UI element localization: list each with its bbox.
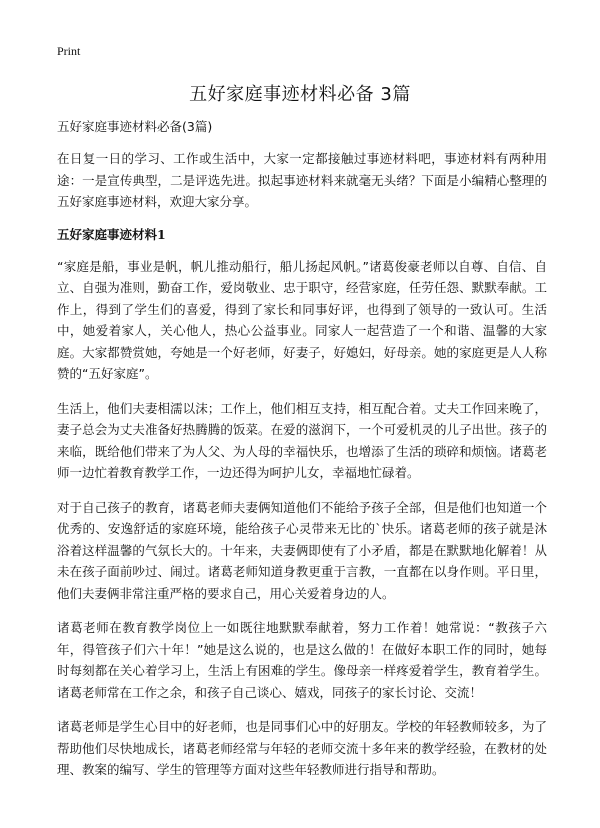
- body-paragraph-4: 诸葛老师在教育教学岗位上一如既往地默默奉献着，努力工作着！她常说：“教孩子六年，得管孩子们六十年！”她是这么说的，也是这么做的！在做好本职工作的同时，她每时每刻都在关心着学习上，生活上有困难的学生。像母亲一样疼爱着学生，教育着学生。诸葛老师常在工作之余，和孩子自己谈心、嬉戏，同孩子的家长讨论、交流！: [57, 620, 547, 700]
- page-title: 五好家庭事迹材料必备 3篇: [189, 84, 411, 105]
- section-heading: 五好家庭事迹材料1: [57, 226, 166, 242]
- body-paragraph-2: 生活上，他们夫妻相濡以沫；工作上，他们相互支持，相互配合着。丈夫工作回来晚了，妻子总会为丈夫准备好热腾腾的饭菜。在爱的滋润下，一个可爱机灵的儿子出世。孩子的来临，既给他们带来了为人父、为人母的幸福快乐，也增添了生活的琐碎和烦恼。诸葛老师一边忙着教育教学工作，一边还得为呵护儿女，幸福地忙碌着。: [57, 400, 547, 480]
- body-paragraph-5: 诸葛老师是学生心目中的好老师，也是同事们心中的好朋友。学校的年轻教师较多，为了帮助他们尽快地成长，诸葛老师经常与年轻的老师交流十多年来的教学经验，在教材的处理、教案的编写、学生的管理等方面对这些年轻教师进行指导和帮助。: [57, 719, 547, 777]
- body-paragraph-1: “家庭是船，事业是帆，帆儿推动船行，船儿扬起风帆。”诸葛俊豪老师以自尊、自信、自立、自强为准则，勤奋工作，爱岗敬业、忠于职守，经营家庭，任劳任怨、默默奉献。工作上，得到了学生们的喜爱，得到了家长和同事好评，也得到了领导的一致认可。生活中，她爱着家人，关心他人，热心公益事业。同家人一起营造了一个和谐、温馨的大家庭。大家都赞赏她，夸她是一个好老师，好妻子，好媳妇，好母亲。她的家庭更是人人称赞的“五好家庭”。: [57, 258, 547, 381]
- print-link[interactable]: Print: [57, 44, 81, 58]
- document-body: [57, 118, 547, 794]
- intro-paragraph: 在日复一日的学习、工作或生活中，大家一定都接触过事迹材料吧，事迹材料有两种用途：一是宣传典型，二是评选先进。拟起事迹材料来就毫无头绪？下面是小编精心整理的五好家庭事迹材料，欢迎大家分享。: [57, 151, 547, 209]
- document-subtitle: 五好家庭事迹材料必备(3篇): [57, 119, 213, 134]
- body-paragraph-3: 对于自己孩子的教育，诸葛老师夫妻俩知道他们不能给予孩子全部，但是他们也知道一个优秀的、安逸舒适的家庭环境，能给孩子心灵带来无比的`快乐。诸葛老师的孩子就是沐浴着这样温馨的气氛长大的。十年来，夫妻俩即使有了小矛盾，都是在默默地化解着！从未在孩子面前吵过、闹过。诸葛老师知道身教更重于言教，一直都在以身作则。平日里，他们夫妻俩非常注重严格的要求自己，用心关爱着身边的人。: [57, 499, 547, 601]
